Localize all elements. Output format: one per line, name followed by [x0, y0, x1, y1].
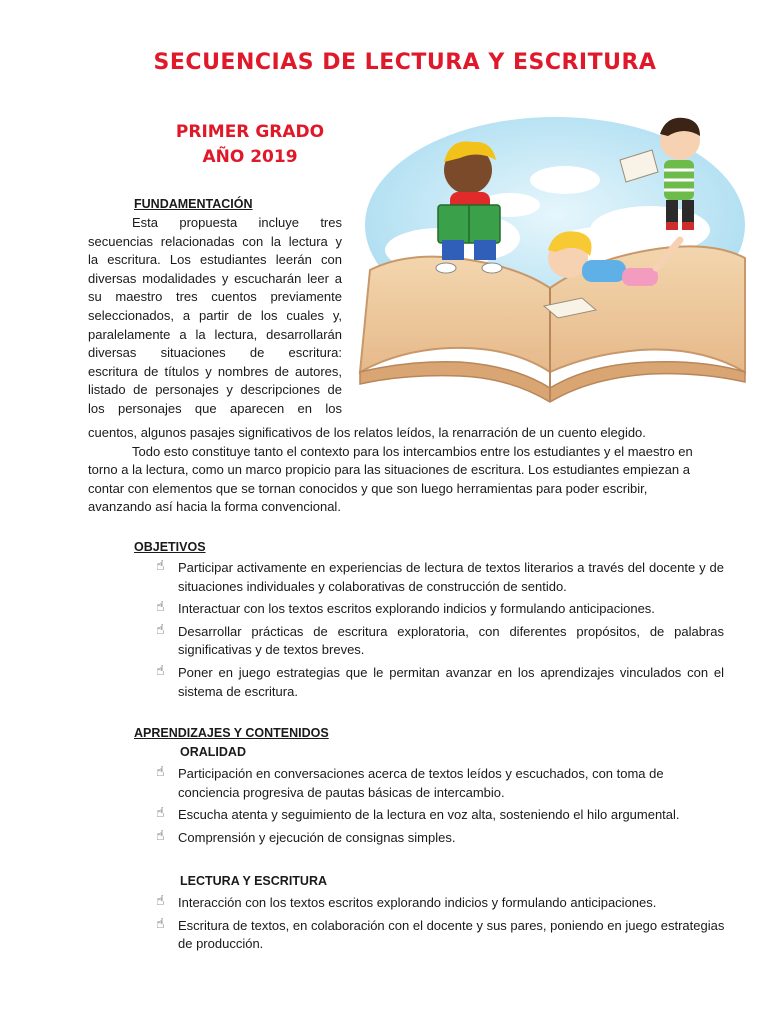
year-label: AÑO 2019: [202, 147, 298, 167]
pointing-hand-icon: ☝: [156, 621, 165, 638]
pointing-hand-icon: ☝: [156, 827, 165, 844]
lectura-escritura-list: [156, 894, 726, 958]
fundamentacion-paragraph-2: [88, 443, 696, 517]
pointing-hand-icon: ☝: [156, 662, 165, 679]
list-item-text: Interactuar con los textos escritos explorando indicios y formulando anticipaciones.: [178, 601, 655, 617]
list-item: [156, 806, 726, 825]
grade-label: PRIMER GRADO: [175, 122, 325, 142]
pointing-hand-icon: ☝: [156, 764, 165, 780]
list-item: [156, 623, 724, 660]
fund-line-4: diversas modalidades y escucharán leer a: [88, 270, 342, 286]
list-item-text: Participar activamente en experiencias de lectura de textos literarios a través del docente y de situaciones individuales y colaborativas de construcción de sentido.: [178, 560, 724, 594]
list-item-text: Escucha atenta y seguimiento de la lectura en voz alta, sosteniendo el hilo argumental.: [178, 807, 680, 823]
fund-line-9: escritura de títulos y nombres de autores,: [88, 363, 342, 379]
section-heading-aprendizajes: APRENDIZAJES Y CONTENIDOS: [134, 726, 329, 740]
objetivos-list: [156, 559, 724, 705]
list-item-text: Comprensión y ejecución de consignas simples.: [178, 829, 456, 845]
pointing-hand-icon: ☝: [156, 915, 165, 932]
fund-line-6: seleccionados, a partir de los cuales y,: [88, 307, 342, 323]
list-item: [156, 917, 726, 954]
section-heading-fundamentacion: FUNDAMENTACIÓN: [134, 197, 253, 211]
fund-line-1: Esta propuesta incluye tres: [132, 215, 342, 230]
list-item: [156, 894, 726, 913]
page-title: SECUENCIAS DE LECTURA Y ESCRITURA: [153, 50, 657, 75]
subheading-lectura-escritura: LECTURA Y ESCRITURA: [180, 874, 328, 888]
list-item-text: Escritura de textos, en colaboración con el docente y sus pares, poniendo en juego estrategias de producción.: [178, 917, 725, 952]
list-item: [156, 765, 726, 802]
fundamentacion-continuation: [88, 424, 696, 517]
fund-line-7: paralelamente a la lectura, desarrollarán: [88, 326, 342, 342]
pointing-hand-icon: ☝: [156, 893, 165, 909]
fund-line-10: listado de personajes y descripciones de: [88, 382, 342, 398]
fund-line-12: cuentos, algunos pasajes significativos de los relatos leídos, la renarración de un cuento elegido.: [88, 425, 646, 440]
fund-paragraph-2-text: Todo esto constituye tanto el contexto para los intercambios entre los estudiantes y el maestro en torno a la lectura, como un marco propicio para las situaciones de escritura. Los estudiantes empiezan a contar con elementos que se tornan conocidos y que son luego herramientas para poder escribir, avanzando así hacia la forma convencional.: [88, 443, 693, 515]
grade-block: [150, 120, 350, 170]
pointing-hand-icon: ☝: [156, 599, 165, 616]
pointing-hand-icon: ☝: [156, 558, 165, 574]
fund-line-5: su maestro tres cuentos previamente: [88, 289, 342, 305]
fund-line-2: secuencias relacionadas con la lectura y: [88, 233, 342, 249]
subheading-oralidad: ORALIDAD: [180, 745, 246, 759]
list-item: [156, 559, 724, 596]
list-item: [156, 600, 724, 619]
pointing-hand-icon: ☝: [156, 805, 165, 822]
oralidad-list: [156, 765, 726, 851]
list-item-text: Interacción con los textos escritos explorando indicios y formulando anticipaciones.: [178, 895, 657, 910]
list-item-text: Poner en juego estrategias que le permitan avanzar en los aprendizajes vinculados con el sistema de escritura.: [178, 664, 724, 699]
list-item: [156, 664, 724, 701]
list-item: [156, 829, 726, 848]
fund-line-3: la escritura. Los estudiantes leerán con: [88, 252, 342, 268]
children-reading-illustration: [350, 110, 750, 420]
list-item-text: Desarrollar prácticas de escritura exploratoria, con diferentes propósitos, de palabras significativas y de textos breves.: [178, 623, 724, 658]
section-heading-objetivos: OBJETIVOS: [134, 540, 206, 554]
fundamentacion-paragraph: [88, 214, 342, 419]
list-item-text: Participación en conversaciones acerca de textos leídos y escuchados, con toma de conciencia progresiva de pautas básicas de intercambio.: [178, 766, 664, 800]
fund-line-11: los personajes que aparecen en los: [88, 400, 342, 416]
fund-line-8: diversas situaciones de escritura:: [88, 345, 342, 361]
